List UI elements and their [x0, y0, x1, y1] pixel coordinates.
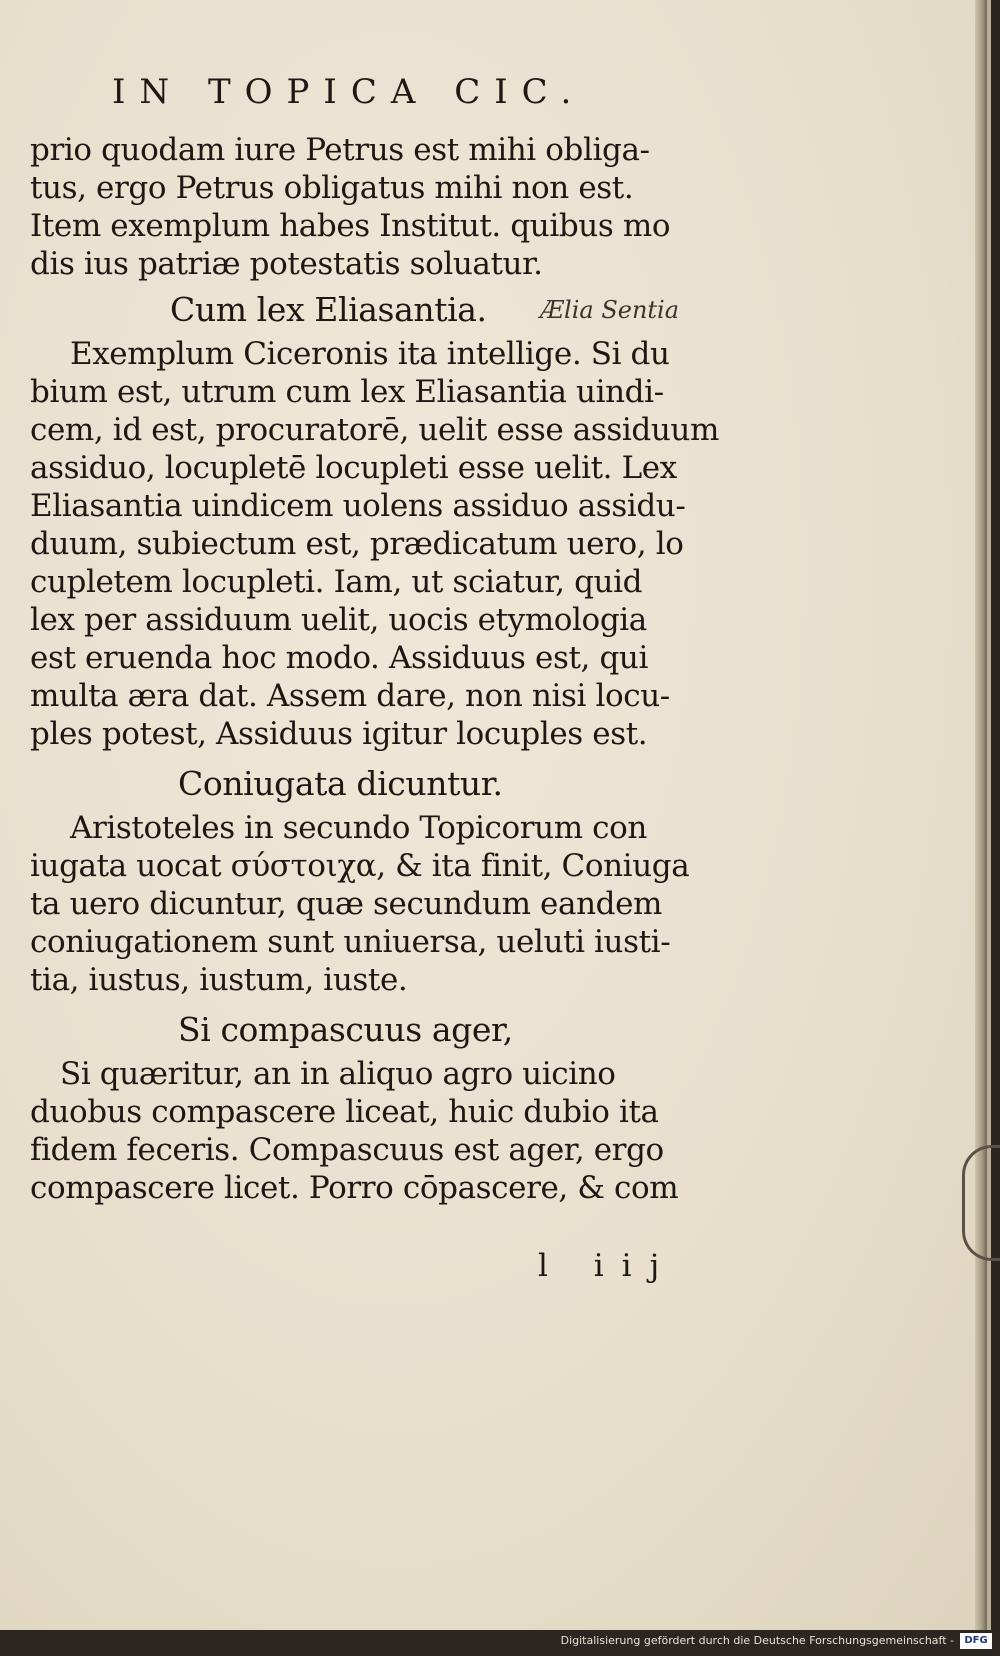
- text-line: tus, ergo Petrus obligatus mihi non est.: [30, 170, 634, 206]
- text-line: cem, id est, procuratorē, uelit esse assiduum: [30, 412, 719, 448]
- text-line: ta uero dicuntur, quæ secundum eandem: [30, 886, 663, 922]
- footer-credit: Digitalisierung gefördert durch die Deutsche Forschungsgemeinschaft -: [560, 1634, 954, 1647]
- text-line: Eliasantia uindicem uolens assiduo assidu-: [30, 488, 686, 524]
- text-line: est eruenda hoc modo. Assiduus est, qui: [30, 640, 648, 676]
- text-line: prio quodam iure Petrus est mihi obliga-: [30, 132, 650, 168]
- text-line: dis ius patriæ potestatis soluatur.: [30, 246, 543, 282]
- text-line: cupletem locupleti. Iam, ut sciatur, quid: [30, 564, 643, 600]
- text-line: assiduo, locupletē locupleti esse uelit. Lex: [30, 450, 677, 486]
- signature-mark: l iij: [538, 1248, 678, 1284]
- text-line: Aristoteles in secundo Topicorum con: [70, 810, 647, 846]
- book-clasp: [962, 1145, 1000, 1261]
- text-line: iugata uocat σύστοιχα, & ita finit, Coniuga: [30, 848, 690, 884]
- section-heading: Si compascuus ager,: [178, 1010, 513, 1049]
- text-line: coniugationem sunt uniuersa, ueluti iusti-: [30, 924, 671, 960]
- text-line: multa æra dat. Assem dare, non nisi locu-: [30, 678, 670, 714]
- text-line: ples potest, Assiduus igitur locuples est.: [30, 716, 648, 752]
- running-header: IN TOPICA CIC.: [112, 72, 586, 112]
- text-line: fidem feceris. Compascuus est ager, ergo: [30, 1132, 664, 1168]
- text-line: bium est, utrum cum lex Eliasantia uindi-: [30, 374, 664, 410]
- text-line: Exemplum Ciceronis ita intellige. Si du: [70, 336, 670, 372]
- text-line: Si quæritur, an in aliquo agro uicino: [60, 1056, 616, 1092]
- text-line: tia, iustus, iustum, iuste.: [30, 962, 408, 998]
- page-edge: [975, 0, 987, 1630]
- section-heading: Cum lex Eliasantia.: [170, 290, 487, 329]
- section-heading: Coniugata dicuntur.: [178, 764, 503, 803]
- text-line: duobus compascere liceat, huic dubio ita: [30, 1094, 659, 1130]
- text-line: lex per assiduum uelit, uocis etymologia: [30, 602, 647, 638]
- dfg-logo: DFG: [960, 1633, 992, 1649]
- text-line: duum, subiectum est, prædicatum uero, lo: [30, 526, 684, 562]
- handwritten-marginal-note: Ælia Sentia: [540, 296, 680, 324]
- text-line: compascere licet. Porro cōpascere, & com: [30, 1170, 679, 1206]
- text-line: Item exemplum habes Institut. quibus mo: [30, 208, 671, 244]
